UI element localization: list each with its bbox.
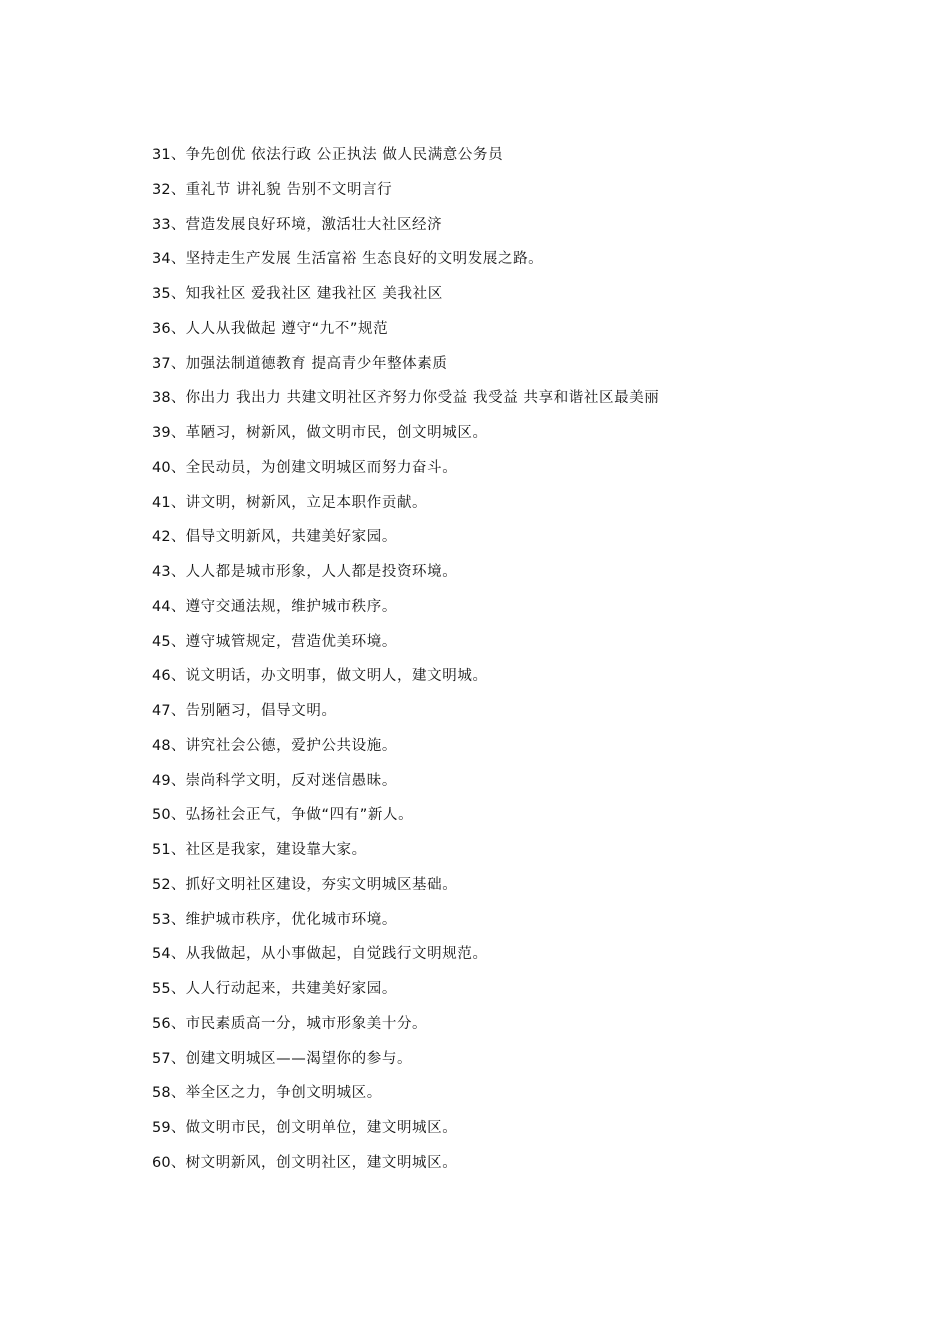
item-text: 树文明新风，创文明社区，建文明城区。 xyxy=(185,1154,458,1171)
item-text: 重礼节 讲礼貌 告别不文明言行 xyxy=(185,181,393,198)
item-number: 47、 xyxy=(152,703,186,719)
item-text: 全民动员，为创建文明城区而努力奋斗。 xyxy=(185,459,458,476)
item-text: 坚持走生产发展 生活富裕 生态良好的文明发展之路。 xyxy=(185,251,544,268)
item-number: 39、 xyxy=(152,425,186,441)
item-number: 52、 xyxy=(152,876,186,893)
item-text: 遵守交通法规，维护城市秩序。 xyxy=(185,598,397,615)
item-number: 44、 xyxy=(152,598,186,615)
list-item xyxy=(152,352,872,387)
item-text: 崇尚科学文明，反对迷信愚昧。 xyxy=(185,772,397,789)
item-number: 36、 xyxy=(152,320,186,337)
item-text: 倡导文明新风，共建美好家园。 xyxy=(185,529,397,546)
item-number: 40、 xyxy=(152,459,186,476)
list-item xyxy=(152,664,872,699)
list-item xyxy=(152,630,872,665)
list-item xyxy=(152,247,872,282)
list-item xyxy=(152,178,872,213)
item-number: 34、 xyxy=(152,251,186,268)
list-item xyxy=(152,1151,872,1186)
item-text: 举全区之力，争创文明城区。 xyxy=(185,1085,382,1102)
item-text: 人人都是城市形象，人人都是投资环境。 xyxy=(185,564,458,580)
item-text: 讲究社会公德，爱护公共设施。 xyxy=(185,737,397,754)
list-item xyxy=(152,1012,872,1047)
item-text: 营造发展良好环境，激活壮大社区经济 xyxy=(185,216,443,233)
item-number: 48、 xyxy=(152,737,186,754)
item-text: 抓好文明社区建设，夯实文明城区基础。 xyxy=(185,876,458,893)
item-text: 遵守城管规定，营造优美环境。 xyxy=(185,633,397,650)
item-number: 41、 xyxy=(152,494,186,511)
item-number: 46、 xyxy=(152,668,186,685)
item-text: 市民素质高一分，城市形象美十分。 xyxy=(185,1015,428,1032)
item-number: 54、 xyxy=(152,946,186,963)
item-number: 42、 xyxy=(152,529,186,546)
item-number: 45、 xyxy=(152,633,186,650)
item-text: 争先创优 依法行政 公正执法 做人民满意公务员 xyxy=(185,147,504,163)
list-item xyxy=(152,143,872,178)
item-number: 37、 xyxy=(152,355,186,372)
list-item xyxy=(152,734,872,769)
list-item xyxy=(152,908,872,943)
list-item xyxy=(152,525,872,560)
item-number: 32、 xyxy=(152,181,186,198)
item-number: 59、 xyxy=(152,1120,186,1136)
list-item xyxy=(152,873,872,908)
item-number: 35、 xyxy=(152,286,186,302)
list-item xyxy=(152,491,872,526)
list-item xyxy=(152,1116,872,1151)
item-text: 告别陋习，倡导文明。 xyxy=(185,703,337,719)
item-number: 31、 xyxy=(152,147,186,163)
list-item xyxy=(152,386,872,421)
item-text: 维护城市秩序，优化城市环境。 xyxy=(185,911,397,928)
list-item xyxy=(152,803,872,838)
item-text: 讲文明，树新风，立足本职作贡献。 xyxy=(185,494,428,511)
list-item xyxy=(152,769,872,804)
slogan-list xyxy=(152,143,872,1186)
item-text: 弘扬社会正气，争做“四有”新人。 xyxy=(185,807,414,824)
item-number: 51、 xyxy=(152,842,186,858)
list-item xyxy=(152,699,872,734)
item-number: 43、 xyxy=(152,564,186,580)
list-item xyxy=(152,456,872,491)
list-item xyxy=(152,1081,872,1116)
list-item xyxy=(152,1047,872,1082)
list-item xyxy=(152,317,872,352)
list-item xyxy=(152,282,872,317)
item-text: 从我做起，从小事做起，自觉践行文明规范。 xyxy=(185,946,488,963)
list-item xyxy=(152,977,872,1012)
item-text: 人人从我做起 遵守“九不”规范 xyxy=(185,320,389,337)
item-text: 知我社区 爱我社区 建我社区 美我社区 xyxy=(185,286,443,302)
item-number: 60、 xyxy=(152,1154,186,1171)
item-text: 你出力 我出力 共建文明社区齐努力你受益 我受益 共享和谐社区最美丽 xyxy=(185,390,660,407)
list-item xyxy=(152,838,872,873)
item-number: 56、 xyxy=(152,1015,186,1032)
item-number: 58、 xyxy=(152,1085,186,1102)
item-number: 49、 xyxy=(152,772,186,789)
list-item xyxy=(152,942,872,977)
item-text: 做文明市民，创文明单位，建文明城区。 xyxy=(185,1120,458,1136)
item-text: 社区是我家，建设靠大家。 xyxy=(185,842,367,858)
list-item xyxy=(152,560,872,595)
item-text: 革陋习，树新风，做文明市民，创文明城区。 xyxy=(185,425,488,441)
item-number: 38、 xyxy=(152,390,186,407)
item-number: 55、 xyxy=(152,981,186,997)
list-item xyxy=(152,213,872,248)
item-number: 33、 xyxy=(152,216,186,233)
item-number: 50、 xyxy=(152,807,186,824)
item-text: 加强法制道德教育 提高青少年整体素质 xyxy=(185,355,448,372)
item-text: 说文明话，办文明事，做文明人，建文明城。 xyxy=(185,668,488,685)
list-item xyxy=(152,421,872,456)
item-text: 创建文明城区——渴望你的参与。 xyxy=(185,1050,413,1067)
item-number: 53、 xyxy=(152,911,186,928)
list-item xyxy=(152,595,872,630)
item-number: 57、 xyxy=(152,1050,186,1067)
item-text: 人人行动起来，共建美好家园。 xyxy=(185,981,397,997)
